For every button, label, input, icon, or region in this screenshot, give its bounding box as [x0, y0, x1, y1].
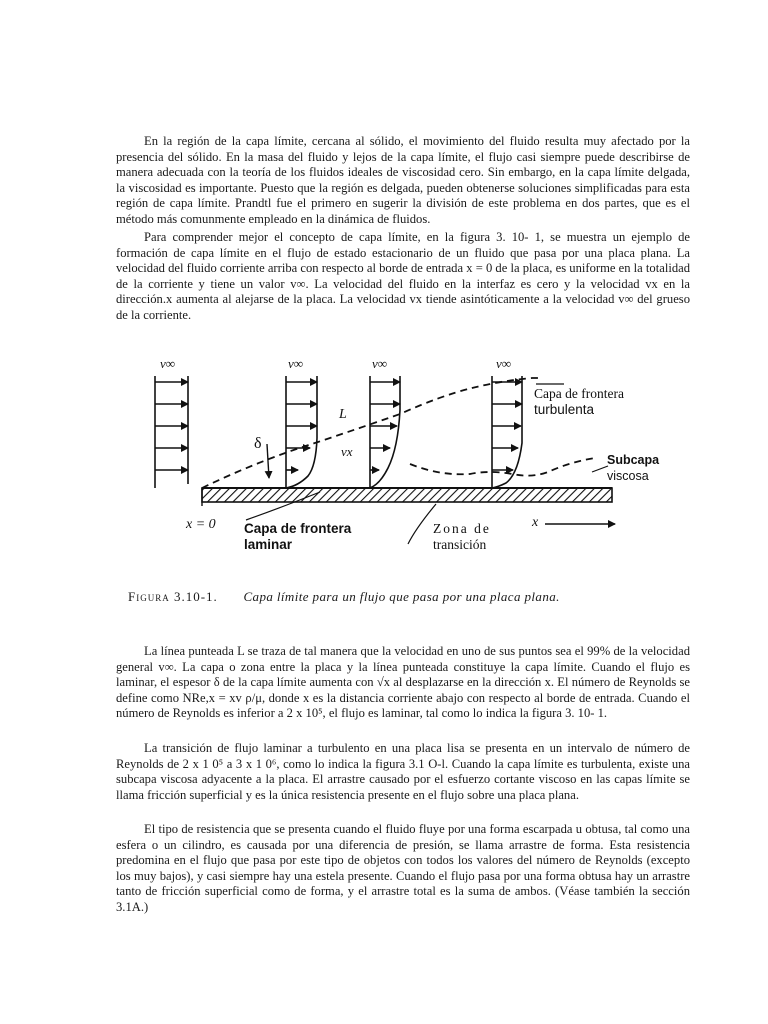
boundary-layer-figure: [140, 348, 660, 563]
velocity-label-2: v∞: [288, 356, 304, 371]
turbulent-label-line2: turbulenta: [534, 402, 595, 417]
turbulent-velocity-profile: [492, 376, 522, 488]
label-delta: δ: [254, 435, 262, 452]
transition-label-line1: Zona de: [433, 521, 491, 536]
paragraph-boundary-layer-intro: En la región de la capa límite, cercana al sólido, el movimiento del fluido resulta muy afectado por la presencia del sólido. En la masa del fluido y lejos de la capa límite, el flujo casi siempre puede describirse de manera adecuada con la teoría de los fluidos ideales de viscosidad cero. Sin embargo, en la capa límite delgada, la viscosidad es importante. Puesto que la región es delgada, pueden obtenerse soluciones simplificadas para esta región de capa límite. Prandtl fue el primero en sugerir la división de este problema en dos partes, que es el método más comunmente empleado en la dinámica de fluidos.: [116, 134, 690, 226]
viscous-label-line2: viscosa: [607, 469, 649, 483]
flat-plate: [202, 488, 612, 502]
viscous-leader-line: [592, 466, 608, 472]
velocity-label-1: v∞: [160, 356, 176, 371]
figure-caption: [128, 589, 560, 605]
viscous-sublayer-line: [410, 458, 595, 476]
uniform-velocity-profile: [155, 376, 188, 488]
label-L: L: [339, 407, 347, 422]
label-x: x: [532, 515, 539, 530]
laminar-label-line1: Capa de frontera: [244, 521, 352, 536]
paragraph-transition: La transición de flujo laminar a turbulento en una placa lisa se presenta en un intervalo de número de Reynolds de 2 x 1 0⁵ a 3 x 1 0⁶, como lo indica la figura 3.1 O-l. Cuando la capa límite es turbulenta, existe una subcapa viscosa adyacente a la placa. El arrastre causado por el esfuerzo cortante viscoso en las capas límite se llama fricción superficial y es la única resistencia presente en el flujo sobre una placa plana.: [116, 741, 690, 802]
figure-caption-text: Capa límite para un flujo que pasa por una placa plana.: [243, 589, 560, 604]
laminar-label-line2: laminar: [244, 537, 293, 552]
transition-label-line2: transición: [433, 537, 487, 552]
label-vx: vx: [341, 444, 353, 459]
figure-number: Figura 3.10-1.: [128, 589, 218, 604]
label-x0: x = 0: [186, 517, 216, 532]
viscous-label-line1: Subcapa: [607, 453, 660, 467]
velocity-label-3: v∞: [372, 356, 388, 371]
laminar-velocity-profile-2: [370, 376, 400, 488]
paragraph-form-drag: El tipo de resistencia que se presenta cuando el fluido fluye por una forma escarpada u obtusa, tal como una esfera o un cilindro, es causada por una diferencia de presión, se llama arrastre de forma. Esta resistencia predomina en el flujo que pasa por este tipo de objetos con todos los valores del número de Reynolds (excepto los muy bajos), y casi siempre hay una estela presente. Cuando el flujo pasa por una forma obtusa hay un arrastre tanto de fricción superficial como de forma, y el arrastre total es la suma de ambos. (Véase también la sección 3.1A.): [116, 822, 690, 914]
velocity-label-4: v∞: [496, 356, 512, 371]
delta-thickness-arrow: [267, 444, 269, 478]
paragraph-dotted-line: La línea punteada L se traza de tal manera que la velocidad en uno de sus puntos sea el 99% de la velocidad general v∞. La capa o zona entre la placa y la línea punteada constituye la capa límite. Cuando el flujo es laminar, el espesor δ de la capa límite aumenta con √x al desplazarse en la dirección x. El número de Reynolds se define como NRe,x = xv ρ/μ, donde x es la distancia corriente abajo con respecto al borde de entrada. Cuando el número de Reynolds es inferior a 2 x 10⁵, el flujo es laminar, tal como lo indica la figura 3. 10- 1.: [116, 644, 690, 721]
transition-leader-line: [408, 504, 436, 544]
paragraph-figure-explanation: Para comprender mejor el concepto de capa límite, en la figura 3. 10- 1, se muestra un ejemplo de formación de capa límite en el flujo de estado estacionario de un fluido que pasa por una placa plana. La velocidad del fluido corriente arriba con respecto al borde de entrada x = 0 de la placa, es uniforme en la totalidad de la corriente y tiene un valor v∞. La velocidad del fluido en la interfaz es cero y la velocidad vx en la dirección.x aumenta al alejarse de la placa. La velocidad vx tiende asintóticamente a la velocidad v∞ del grueso de la corriente.: [116, 230, 690, 322]
laminar-velocity-profile: [286, 376, 317, 488]
turbulent-label-line1: Capa de frontera: [534, 386, 624, 401]
